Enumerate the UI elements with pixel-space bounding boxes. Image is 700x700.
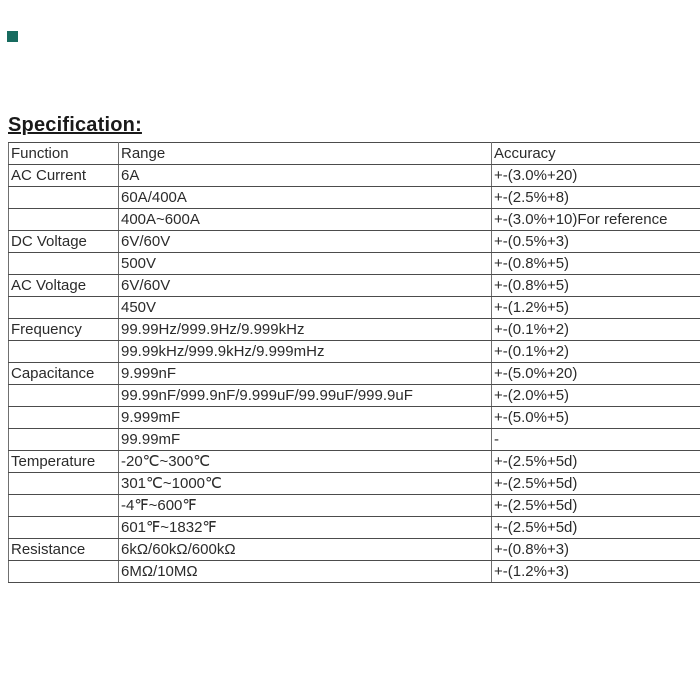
cell-accuracy: +-(0.1%+2) [492, 319, 700, 341]
cell-range: 6V/60V [119, 275, 492, 297]
cell-range: 9.999nF [119, 363, 492, 385]
cell-accuracy: +-(5.0%+20) [492, 363, 700, 385]
cell-accuracy: +-(0.5%+3) [492, 231, 700, 253]
table-row [9, 341, 700, 363]
table-row [9, 517, 700, 539]
table-row [9, 363, 700, 385]
cell-function [9, 385, 119, 407]
cell-function [9, 187, 119, 209]
cell-function: Frequency [9, 319, 119, 341]
cell-function [9, 341, 119, 363]
cell-range: 99.99mF [119, 429, 492, 451]
cell-accuracy: +-(2.5%+5d) [492, 451, 700, 473]
cell-accuracy: +-(1.2%+5) [492, 297, 700, 319]
cell-accuracy: +-(3.0%+10)For reference [492, 209, 700, 231]
cell-function [9, 517, 119, 539]
cell-function [9, 209, 119, 231]
cell-function [9, 495, 119, 517]
cell-function [9, 429, 119, 451]
teal-square-decor [7, 31, 18, 42]
cell-range: 9.999mF [119, 407, 492, 429]
column-header-accuracy: Accuracy [492, 143, 700, 165]
cell-range: 6A [119, 165, 492, 187]
cell-function [9, 561, 119, 583]
table-row [9, 187, 700, 209]
table-row [9, 253, 700, 275]
cell-range: 6kΩ/60kΩ/600kΩ [119, 539, 492, 561]
table-row [9, 165, 700, 187]
cell-accuracy: +-(3.0%+20) [492, 165, 700, 187]
table-row [9, 451, 700, 473]
table-row [9, 561, 700, 583]
table-row [9, 275, 700, 297]
cell-range: 6MΩ/10MΩ [119, 561, 492, 583]
cell-function: DC Voltage [9, 231, 119, 253]
table-row [9, 407, 700, 429]
table-row [9, 429, 700, 451]
cell-range: -4℉~600℉ [119, 495, 492, 517]
cell-accuracy: - [492, 429, 700, 451]
cell-accuracy: +-(2.5%+5d) [492, 517, 700, 539]
table-row [9, 473, 700, 495]
specification-table [8, 142, 700, 583]
table-row [9, 495, 700, 517]
table-header-row [9, 143, 700, 165]
cell-function [9, 473, 119, 495]
cell-range: 99.99Hz/999.9Hz/9.999kHz [119, 319, 492, 341]
cell-accuracy: +-(2.5%+8) [492, 187, 700, 209]
cell-range: 301℃~1000℃ [119, 473, 492, 495]
column-header-range: Range [119, 143, 492, 165]
table-row [9, 209, 700, 231]
cell-range: 601℉~1832℉ [119, 517, 492, 539]
table-row [9, 231, 700, 253]
cell-accuracy: +-(0.8%+5) [492, 253, 700, 275]
cell-accuracy: +-(2.5%+5d) [492, 473, 700, 495]
column-header-function: Function [9, 143, 119, 165]
cell-accuracy: +-(0.1%+2) [492, 341, 700, 363]
table-row [9, 319, 700, 341]
cell-range: 450V [119, 297, 492, 319]
cell-function: Temperature [9, 451, 119, 473]
cell-function: AC Voltage [9, 275, 119, 297]
table-row [9, 539, 700, 561]
cell-accuracy: +-(2.5%+5d) [492, 495, 700, 517]
cell-accuracy: +-(0.8%+5) [492, 275, 700, 297]
table-row [9, 385, 700, 407]
cell-accuracy: +-(2.0%+5) [492, 385, 700, 407]
cell-function [9, 407, 119, 429]
cell-function [9, 253, 119, 275]
cell-range: 60A/400A [119, 187, 492, 209]
cell-accuracy: +-(0.8%+3) [492, 539, 700, 561]
cell-function [9, 297, 119, 319]
cell-range: -20℃~300℃ [119, 451, 492, 473]
page-title: Specification: [8, 114, 142, 136]
cell-accuracy: +-(5.0%+5) [492, 407, 700, 429]
cell-function: Resistance [9, 539, 119, 561]
table-row [9, 297, 700, 319]
cell-function: Capacitance [9, 363, 119, 385]
cell-range: 500V [119, 253, 492, 275]
cell-range: 99.99nF/999.9nF/9.999uF/99.99uF/999.9uF [119, 385, 492, 407]
cell-range: 99.99kHz/999.9kHz/9.999mHz [119, 341, 492, 363]
cell-function: AC Current [9, 165, 119, 187]
cell-range: 400A~600A [119, 209, 492, 231]
cell-accuracy: +-(1.2%+3) [492, 561, 700, 583]
cell-range: 6V/60V [119, 231, 492, 253]
